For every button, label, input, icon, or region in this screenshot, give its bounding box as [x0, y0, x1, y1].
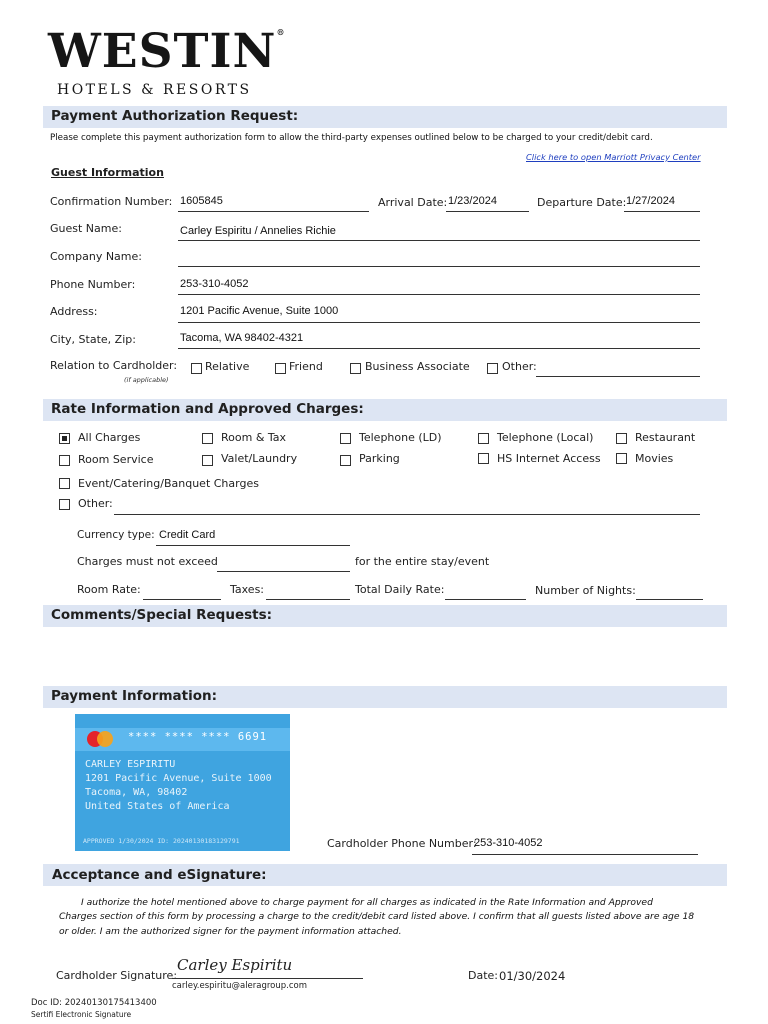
phone-number-line	[178, 294, 700, 295]
company-name-line	[178, 266, 700, 267]
card-approval: APPROVED 1/30/2024 ID: 20240130183129791	[83, 837, 240, 845]
cardholder-phone-field[interactable]: 253-310-4052	[474, 837, 543, 849]
confirmation-number-label: Confirmation Number:	[50, 195, 173, 208]
westin-logo	[48, 24, 286, 79]
card-number: **** **** **** 6691	[128, 731, 268, 743]
address-line	[178, 322, 700, 323]
charge-label: Room & Tax	[221, 431, 287, 444]
privacy-center-link[interactable]: Click here to open Marriott Privacy Center	[526, 152, 701, 162]
section-header-acceptance	[43, 864, 727, 886]
parking-checkbox[interactable]	[340, 455, 351, 466]
not-exceed-label: Charges must not exceed	[77, 555, 218, 568]
card-address-clip	[85, 773, 290, 813]
signature-line	[172, 978, 363, 979]
other-charges-line[interactable]	[114, 514, 700, 515]
cardholder-signature: Carley Espiritu	[177, 956, 293, 974]
intro-text: Please complete this payment authorization form to allow the third-party expenses outlined below to be charged to your credit/debit card.	[50, 133, 653, 143]
departure-date-label: Departure Date:	[537, 196, 627, 209]
charge-label: Movies	[635, 452, 674, 465]
city-state-zip-label: City, State, Zip:	[50, 333, 136, 346]
total-daily-rate-line[interactable]	[445, 599, 526, 600]
friend-label: Friend	[289, 360, 323, 373]
credit-card-image	[75, 714, 290, 851]
taxes-line[interactable]	[266, 599, 350, 600]
acceptance-text-line-3: or older. I am the authorized signer for the payment information attached.	[59, 926, 402, 937]
telephone-ld-checkbox[interactable]	[340, 433, 351, 444]
charge-label: Parking	[359, 452, 400, 465]
charge-label: Other:	[78, 497, 113, 510]
arrival-date-line	[446, 211, 529, 212]
other-relation-checkbox[interactable]	[487, 363, 498, 374]
guest-name-line	[178, 240, 700, 241]
currency-type-label: Currency type:	[77, 529, 155, 541]
other-relation-line[interactable]	[536, 376, 700, 377]
relative-label: Relative	[205, 360, 250, 373]
card-approval-clip	[83, 837, 288, 847]
company-name-label: Company Name:	[50, 250, 142, 263]
hs-internet-checkbox[interactable]	[478, 453, 489, 464]
signature-date: 01/30/2024	[499, 969, 566, 983]
charge-label: Event/Catering/Banquet Charges	[78, 477, 259, 490]
charge-label: Telephone (Local)	[497, 431, 594, 444]
signer-email: carley.espiritu@aleragroup.com	[172, 981, 308, 991]
charge-label: Room Service	[78, 453, 154, 466]
other-charges-checkbox[interactable]	[59, 499, 70, 510]
friend-checkbox[interactable]	[275, 363, 286, 374]
valet-laundry-checkbox[interactable]	[202, 455, 213, 466]
section-header-payment-information	[43, 686, 727, 708]
number-of-nights-label: Number of Nights:	[535, 584, 636, 597]
confirmation-number-line	[178, 211, 369, 212]
section-title: Acceptance and eSignature:	[52, 867, 267, 883]
charge-label: Valet/Laundry	[221, 452, 298, 465]
sertifi-label: Sertifi Electronic Signature	[31, 1010, 132, 1019]
relation-label: Relation to Cardholder:	[50, 359, 178, 372]
section-title: Comments/Special Requests:	[51, 607, 273, 623]
total-daily-rate-label: Total Daily Rate:	[355, 583, 445, 596]
section-title: Rate Information and Approved Charges:	[51, 401, 364, 417]
card-address-1: 1201 Pacific Avenue, Suite 1000	[85, 773, 272, 784]
movies-checkbox[interactable]	[616, 453, 627, 464]
event-catering-checkbox[interactable]	[59, 478, 70, 489]
acceptance-text-line-2: Charges section of this form by processing a charge to the credit/debit card listed above. I confirm that all guests listed above are age 18	[59, 911, 695, 922]
relative-checkbox[interactable]	[191, 363, 202, 374]
phone-number-field[interactable]: 253-310-4052	[180, 278, 249, 290]
charge-label: Telephone (LD)	[359, 431, 442, 444]
cardholder-signature-label: Cardholder Signature:	[56, 969, 178, 982]
address-field[interactable]: 1201 Pacific Avenue, Suite 1000	[180, 305, 339, 317]
section-header-rate-information	[43, 399, 727, 421]
currency-type-field[interactable]: Credit Card	[159, 529, 216, 541]
card-country: United States of America	[85, 801, 230, 812]
guest-name-label: Guest Name:	[50, 222, 122, 235]
room-rate-line[interactable]	[143, 599, 221, 600]
departure-date-field[interactable]: 1/27/2024	[626, 195, 675, 207]
business-associate-label: Business Associate	[365, 360, 470, 373]
mastercard-logo-icon	[87, 731, 113, 747]
confirmation-number-field[interactable]: 1605845	[180, 195, 223, 207]
departure-date-line	[624, 211, 700, 212]
restaurant-checkbox[interactable]	[616, 433, 627, 444]
logo-name: WESTIN	[48, 24, 277, 79]
guest-name-field[interactable]: Carley Espiritu / Annelies Richie	[180, 225, 336, 237]
address-label: Address:	[50, 305, 98, 318]
not-exceed-suffix: for the entire stay/event	[355, 555, 490, 568]
date-label: Date:	[468, 969, 498, 982]
not-exceed-line[interactable]	[217, 571, 350, 572]
business-associate-checkbox[interactable]	[350, 363, 361, 374]
registered-mark: ®	[276, 27, 286, 37]
section-header-comments	[43, 605, 727, 627]
charge-label: HS Internet Access	[497, 452, 601, 465]
section-header-payment-authorization	[43, 106, 727, 128]
card-address-2: Tacoma, WA, 98402	[85, 787, 188, 798]
city-state-zip-field[interactable]: Tacoma, WA 98402-4321	[180, 332, 304, 344]
charge-label: Restaurant	[635, 431, 696, 444]
number-of-nights-line[interactable]	[636, 599, 703, 600]
section-title: Payment Authorization Request:	[51, 108, 299, 124]
currency-type-line	[156, 545, 350, 546]
guest-information-heading: Guest Information	[51, 166, 164, 179]
cardholder-phone-line	[472, 854, 698, 855]
other-relation-label: Other:	[502, 360, 537, 373]
city-state-zip-line	[178, 348, 700, 349]
phone-number-label: Phone Number:	[50, 278, 136, 291]
charge-label: All Charges	[78, 431, 141, 444]
room-service-checkbox[interactable]	[59, 455, 70, 466]
relation-note: (if applicable)	[124, 376, 169, 384]
arrival-date-field[interactable]: 1/23/2024	[448, 195, 497, 207]
room-tax-checkbox[interactable]	[202, 433, 213, 444]
logo-tagline: HOTELS & RESORTS	[57, 82, 252, 98]
telephone-local-checkbox[interactable]	[478, 433, 489, 444]
all-charges-checkbox[interactable]	[59, 433, 70, 444]
taxes-label: Taxes:	[230, 583, 265, 596]
cardholder-phone-label: Cardholder Phone Number:	[327, 837, 477, 850]
doc-id: Doc ID: 20240130175413400	[31, 998, 157, 1008]
room-rate-label: Room Rate:	[77, 583, 141, 596]
card-holder: CARLEY ESPIRITU	[85, 759, 176, 770]
section-title: Payment Information:	[51, 688, 217, 704]
arrival-date-label: Arrival Date:	[378, 196, 448, 209]
acceptance-text-line-1: I authorize the hotel mentioned above to charge payment for all charges as indicated in the Rate Information and Approved	[81, 897, 653, 908]
